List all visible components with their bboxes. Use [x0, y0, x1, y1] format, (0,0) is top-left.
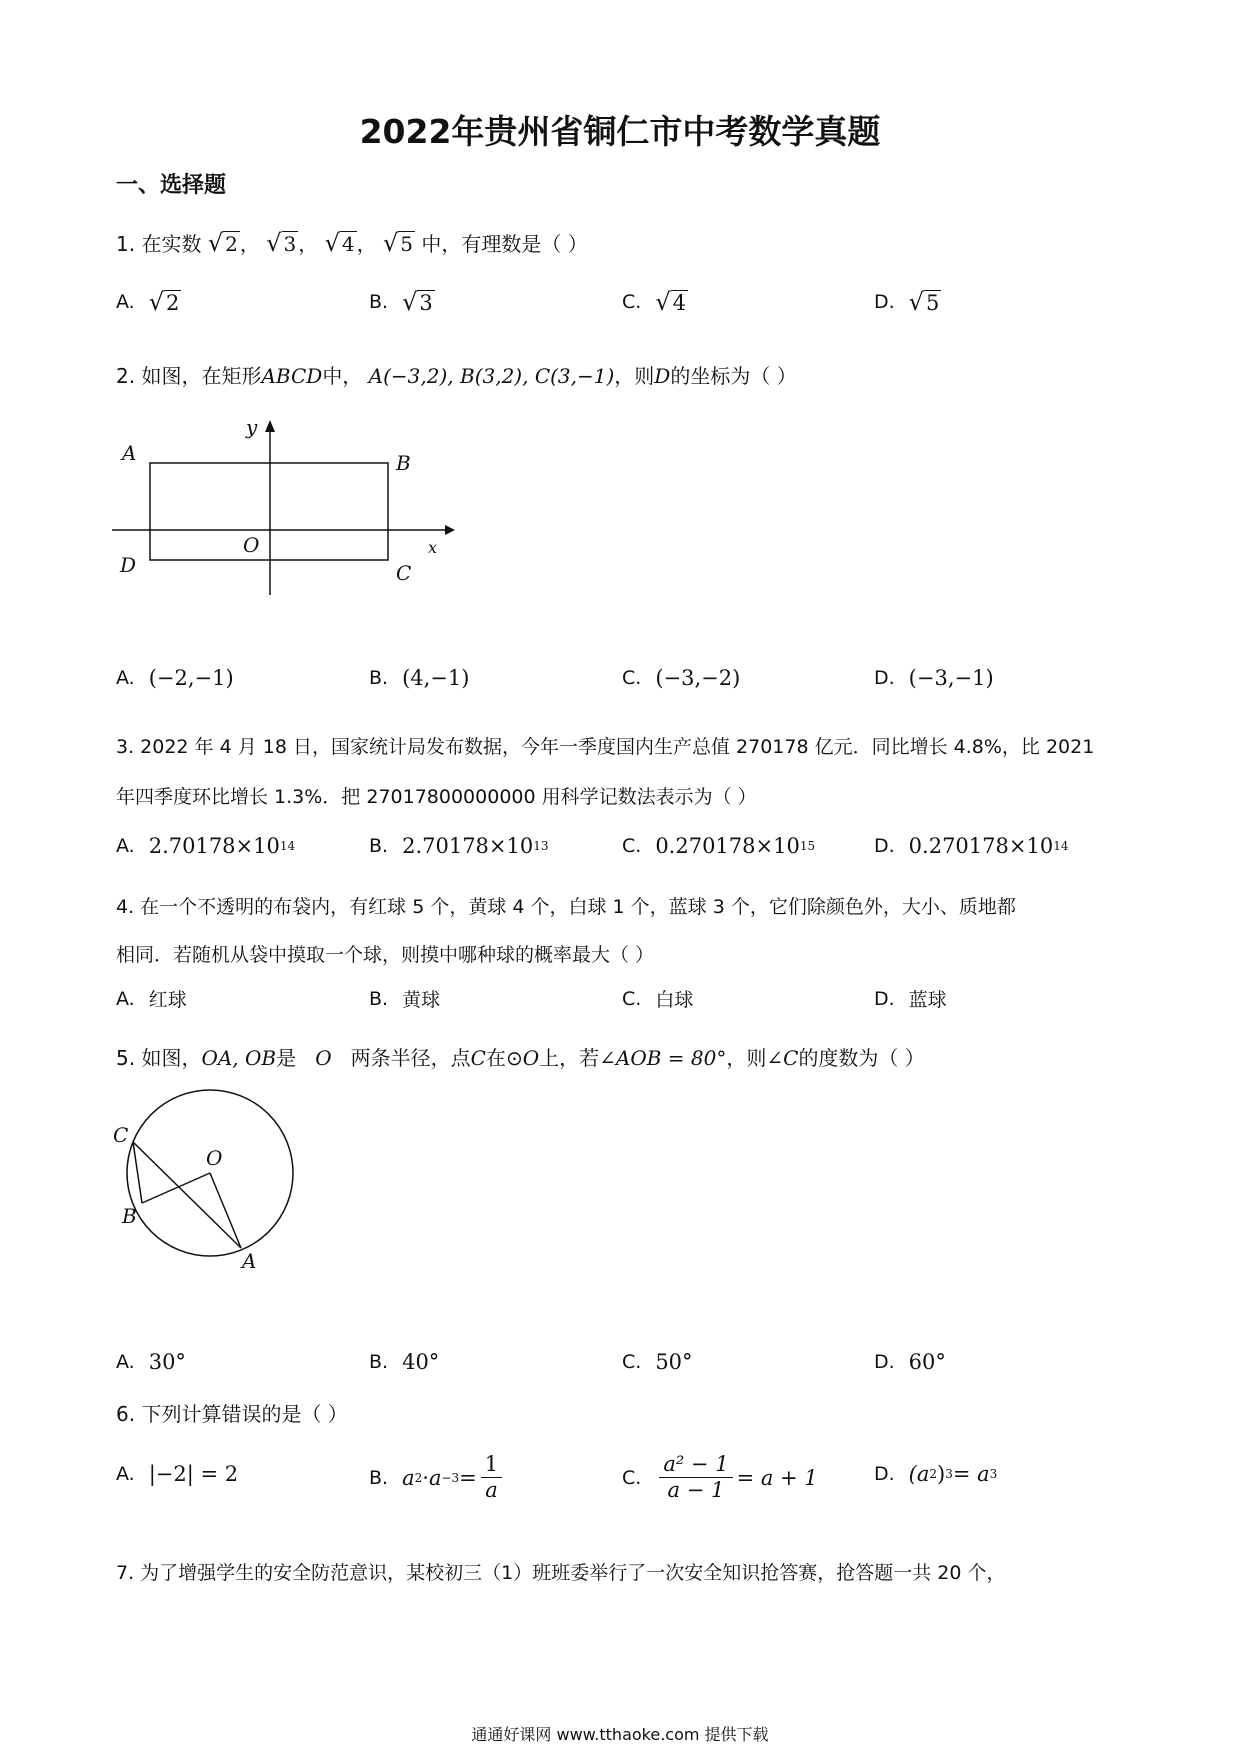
y-axis-arrow	[265, 420, 275, 432]
q5-text-mid5: ，则	[726, 1046, 767, 1070]
q5-option-c[interactable]: C. 50°	[622, 1350, 693, 1374]
q5-figure-circle	[110, 1085, 310, 1275]
q1-options	[116, 288, 1126, 328]
q5-text-mid2: 两条半径，点	[350, 1046, 471, 1070]
label-a: A	[242, 1249, 257, 1273]
q2-options	[116, 666, 1126, 706]
q4-option-d[interactable]: D. 蓝球	[874, 987, 947, 1011]
label-b: B	[122, 1204, 137, 1228]
q5-circle: O	[315, 1046, 332, 1070]
section-heading: 一、选择题	[116, 173, 227, 198]
segment-oa	[210, 1173, 241, 1248]
q1-option-d[interactable]: D. √5	[874, 288, 940, 316]
q3-option-b[interactable]: B. 2.70178×10 13	[369, 834, 549, 858]
q4-options	[116, 985, 1126, 1025]
q1-item-2: √ 3	[266, 229, 297, 257]
segment-cb	[133, 1142, 142, 1203]
q5-point-c: C	[470, 1046, 486, 1070]
segment-ob	[142, 1173, 210, 1203]
question-6: 6. 下列计算错误的是（ ）	[116, 1402, 348, 1426]
q1-item-1: √ 2	[207, 229, 238, 257]
q5-text-mid: 是	[276, 1046, 297, 1070]
q1-text-pre: 1. 在实数	[116, 232, 202, 256]
q3-option-a[interactable]: A. 2.70178×10 14	[116, 834, 296, 858]
question-2	[116, 360, 797, 389]
label-c: C	[396, 561, 412, 585]
q2-text-post: ，则	[614, 364, 655, 388]
page-title: 2022年贵州省铜仁市中考数学真题	[359, 112, 881, 151]
q5-option-d[interactable]: D. 60°	[874, 1350, 946, 1374]
label-b: B	[396, 451, 411, 475]
q4-option-b[interactable]: B. 黄球	[369, 987, 441, 1011]
q3-option-d[interactable]: D. 0.270178×10 14	[874, 834, 1069, 858]
q5-option-b[interactable]: B. 40°	[369, 1350, 440, 1374]
q6-option-a[interactable]: A. |−2| = 2	[116, 1462, 239, 1486]
q2-option-c[interactable]: C. (−3,−2)	[622, 666, 741, 690]
q4-line-1: 4. 在一个不透明的布袋内，有红球 5 个，黄球 4 个，白球 1 个，蓝球 3 个，它们除颜色外，大小、质地都	[116, 896, 1016, 918]
q1-option-c[interactable]: C. √4	[622, 288, 686, 316]
q1-item-4: √ 5	[382, 229, 414, 257]
q5-options	[116, 1350, 1126, 1390]
q2-point: D	[654, 364, 671, 388]
rectangle-abcd	[150, 463, 388, 560]
label-x: x	[428, 538, 438, 557]
q2-option-a[interactable]: A. (−2,−1)	[116, 666, 234, 690]
q2-figure-rectangle	[110, 410, 470, 600]
q2-text-end: 的坐标为（ ）	[670, 364, 797, 388]
question-7: 7. 为了增强学生的安全防范意识，某校初三（1）班班委举行了一次安全知识抢答赛，抢答题一共 20 个，	[116, 1562, 1006, 1584]
q4-option-a[interactable]: A. 红球	[116, 987, 187, 1011]
q5-angle-c: ∠C	[766, 1046, 799, 1070]
q2-coords: A(−3,2), B(3,2), C(3,−1)	[368, 364, 615, 388]
q1-option-b[interactable]: B. √3	[369, 288, 433, 316]
q3-options	[116, 834, 1126, 874]
q5-text-pre: 5. 如图，	[116, 1046, 202, 1070]
question-1: 1. 在实数 √ 2 ， √ 3 ， √ 4 ， √ 5 中，有理数是（ ）	[116, 229, 588, 257]
q3-line-2: 年四季度环比增长 1.3%．把 27017800000000 用科学记数法表示为（ ）	[116, 786, 757, 808]
q5-text-mid3: 在⊙	[485, 1046, 523, 1070]
q4-option-c[interactable]: C. 白球	[622, 987, 694, 1011]
q5-text-post: 的度数为（ ）	[798, 1046, 925, 1070]
footer-watermark: 通通好课网 www.tthaoke.com 提供下载	[471, 1725, 769, 1744]
x-axis-arrow	[445, 525, 455, 535]
label-d: D	[120, 553, 137, 577]
q5-angle: ∠AOB = 80°	[599, 1046, 727, 1070]
q2-text-pre: 2. 如图，在矩形	[116, 364, 262, 388]
q4-line-2: 相同．若随机从袋中摸取一个球，则摸中哪种球的概率最大（ ）	[116, 944, 655, 966]
q1-item-3: √ 4	[324, 229, 355, 257]
q5-circle-2: O	[522, 1046, 540, 1070]
question-5	[116, 1042, 925, 1071]
label-y: y	[246, 415, 258, 439]
label-o: O	[206, 1146, 223, 1170]
q1-option-a[interactable]: A. √2	[116, 288, 180, 316]
q6-options	[116, 1452, 1126, 1512]
label-o: O	[243, 533, 260, 557]
q3-line-1: 3. 2022 年 4 月 18 日，国家统计局发布数据，今年一季度国内生产总值 270178 亿元．同比增长 4.8%，比 2021	[116, 736, 1095, 758]
label-c: C	[113, 1123, 129, 1147]
q6-option-d[interactable]: D. (a 2 ) 3 = a 3	[874, 1462, 998, 1486]
q2-option-d[interactable]: D. (−3,−1)	[874, 666, 994, 690]
q3-option-c[interactable]: C. 0.270178×10 15	[622, 834, 816, 858]
q5-radii: OA, OB	[201, 1046, 277, 1070]
q6-option-c[interactable]: C. $\frac{\text{a² − 1}}{a - 1}$ = a + 1	[622, 1452, 818, 1503]
q1-text-post: 中，有理数是（ ）	[421, 232, 588, 256]
q2-rect-name: ABCD	[261, 364, 323, 388]
segment-ca	[133, 1142, 241, 1248]
q5-option-a[interactable]: A. 30°	[116, 1350, 186, 1374]
q6-option-b[interactable]: B. a 2 · a −3 = $\frac{1}{a}$	[369, 1452, 506, 1503]
q2-option-b[interactable]: B. (4,−1)	[369, 666, 470, 690]
q5-text-mid4: 上，若	[539, 1046, 600, 1070]
q2-text-mid: 中，	[322, 364, 363, 388]
label-a: A	[122, 441, 137, 465]
